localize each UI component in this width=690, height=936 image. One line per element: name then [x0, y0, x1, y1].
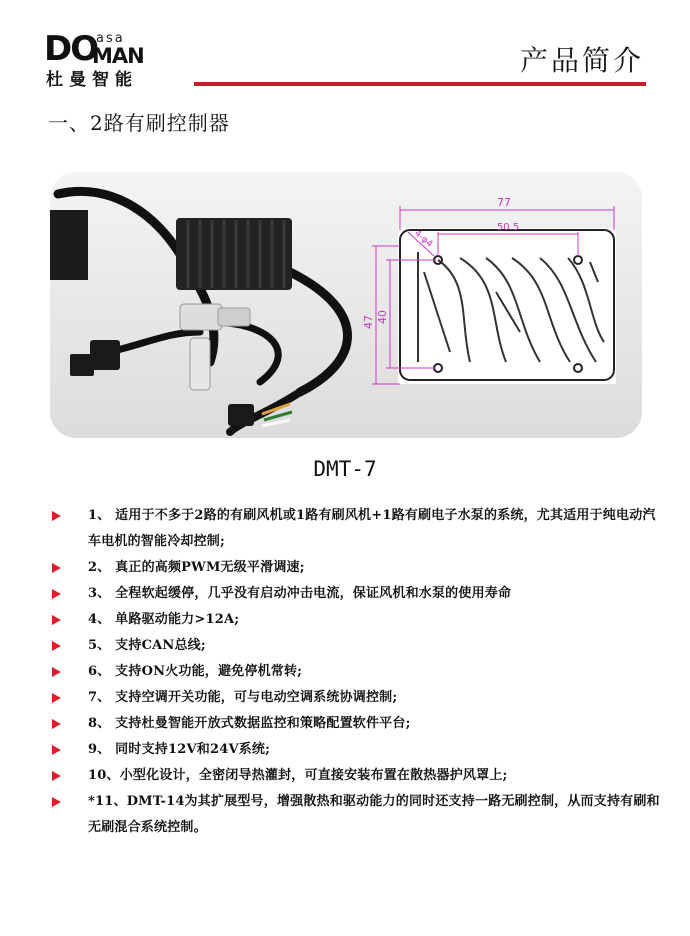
feature-text: 3、 全程软起缓停，几乎没有启动冲击电流，保证风机和水泵的使用寿命	[88, 586, 512, 601]
feature-item	[52, 737, 662, 763]
dimension-left-inner: 40	[376, 310, 389, 324]
feature-text: 1、 适用于不多于2路的有刷风机或1路有刷风机+1路有刷电子水泵的系统，尤其适用于纯电动汽车电机的智能冷却控制;	[88, 508, 656, 549]
controller-heatsink	[176, 218, 292, 290]
feature-text: 10、小型化设计，全密闭导热灌封，可直接安装布置在散热器护风罩上;	[88, 768, 508, 783]
bullet-triangle-icon	[52, 641, 61, 651]
black-connectors	[70, 340, 254, 426]
bullet-triangle-icon	[52, 719, 61, 729]
feature-item	[52, 685, 662, 711]
feature-text: 8、 支持杜曼智能开放式数据监控和策略配置软件平台;	[88, 716, 411, 731]
bullet-triangle-icon	[52, 563, 61, 573]
feature-text: 7、 支持空调开关功能，可与电动空调系统协调控制;	[88, 690, 398, 705]
feature-item	[52, 763, 662, 789]
feature-item	[52, 633, 662, 659]
header-divider	[194, 82, 646, 86]
feature-item	[52, 711, 662, 737]
feature-item	[52, 555, 662, 581]
feature-item	[52, 789, 662, 841]
feature-text: 9、 同时支持12V和24V系统;	[88, 742, 271, 757]
logo-chinese-name: 杜曼智能	[46, 70, 138, 90]
dimension-hole: 4-φ4	[412, 228, 435, 250]
bullet-triangle-icon	[52, 745, 61, 755]
feature-item	[52, 503, 662, 555]
page-title: 产品简介	[519, 44, 644, 77]
feature-list	[52, 503, 662, 841]
feature-item	[52, 581, 662, 607]
product-image-panel	[50, 172, 642, 438]
logo-man-text: MAN	[92, 44, 144, 68]
model-name: DMT-7	[313, 457, 377, 481]
feature-text: 2、 真正的高频PWM无级平滑调速;	[88, 560, 305, 575]
bullet-triangle-icon	[52, 511, 61, 521]
section-title: 一、2路有刷控制器	[48, 111, 230, 135]
logo-asa-text: asa	[96, 31, 125, 46]
feature-item	[52, 659, 662, 685]
dimension-left-outer: 47	[362, 315, 375, 329]
feature-text: 4、 单路驱动能力>12A;	[88, 612, 240, 627]
dimension-middle: 50.5	[496, 222, 520, 233]
feature-text: 5、 支持CAN总线;	[88, 638, 206, 653]
bullet-triangle-icon	[52, 667, 61, 677]
technical-drawing	[362, 196, 616, 384]
bullet-triangle-icon	[52, 771, 61, 781]
bullet-triangle-icon	[52, 797, 61, 807]
feature-text: 6、 支持ON火功能，避免停机常转;	[88, 664, 303, 679]
company-logo	[44, 29, 164, 94]
product-illustration	[50, 172, 642, 438]
feature-item	[52, 607, 662, 633]
bullet-triangle-icon	[52, 693, 61, 703]
logo-do-text: DO	[44, 29, 98, 69]
bullet-triangle-icon	[52, 615, 61, 625]
bullet-triangle-icon	[52, 589, 61, 599]
feature-text: *11、DMT-14为其扩展型号，增强散热和驱动能力的同时还支持一路无刷控制，从而支持有刷和无刷混合系统控制。	[88, 794, 660, 835]
left-unit	[50, 210, 88, 280]
dimension-top: 77	[497, 196, 511, 209]
